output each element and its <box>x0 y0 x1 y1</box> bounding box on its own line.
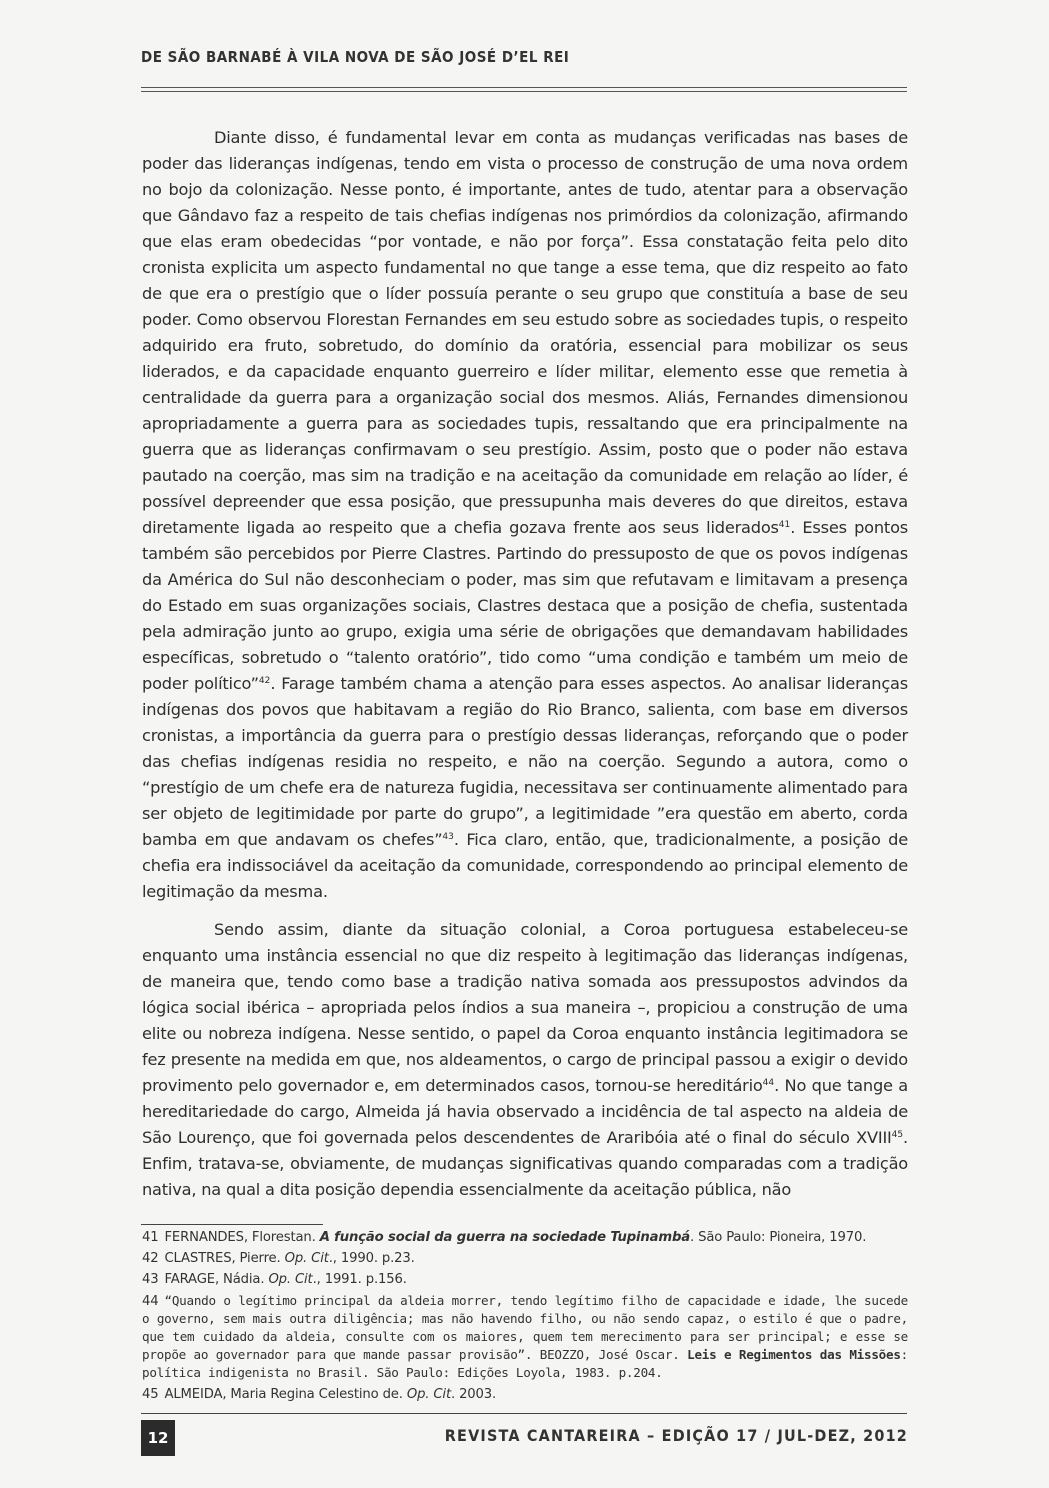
footnote-ref[interactable]: 43 <box>442 832 454 842</box>
footnote-number: 41 <box>142 1230 159 1245</box>
footnote-41 <box>142 1229 908 1246</box>
article-body <box>142 125 908 1203</box>
footnote-45 <box>142 1386 908 1403</box>
paragraph-text: . Enfim, tratava-se, obviamente, de mudanças significativas quando comparadas com a tradição nativa, na qual a dita posição dependia essencialmente da aceitação pública, não <box>142 1128 908 1199</box>
page-number: 12 <box>141 1420 175 1456</box>
header-rule-top <box>141 87 907 88</box>
footnote-text: . São Paulo: Pioneira, 1970. <box>690 1230 867 1245</box>
footnote-text: “Quando o legítimo principal da aldeia morrer, tendo legítimo filho de capacidade e idade, lhe sucede o governo, sem mais outra diligência; mas não havendo filho, ou não sendo capaz, o estilo é que o padre, que tem cuidado da aldeia, consulte com os maiores, quem tem merecimento para ser principal; e esse se propõe ao governador para que mande passar provisão”. BEOZZO, José Oscar. <box>142 1293 908 1362</box>
paragraph-text: . Fica claro, então, que, tradicionalmente, a posição de chefia era indissociável da aceitação da comunidade, correspondendo ao principal elemento de legitimação da mesma. <box>142 830 909 901</box>
footnote-ref[interactable]: 41 <box>778 520 791 530</box>
footnote-44 <box>142 1292 908 1382</box>
footnote-number: 42 <box>142 1251 159 1266</box>
footnote-title: A função social da guerra na sociedade Tupinambá <box>319 1230 691 1245</box>
running-head: DE SÃO BARNABÉ À VILA NOVA DE SÃO JOSÉ D’EL REI <box>141 48 570 66</box>
paragraph <box>142 917 908 1203</box>
footnotes <box>142 1229 908 1407</box>
footnote-43 <box>142 1271 908 1288</box>
footnote-title: Leis e Regimentos das Missões <box>687 1347 901 1362</box>
footnote-42 <box>142 1250 908 1267</box>
footnote-ref[interactable]: 45 <box>891 1130 904 1140</box>
paragraph-text: . No que tange a hereditariedade do cargo, Almeida já havia observado a incidência de tal aspecto na aldeia de São Lourenço, que foi governada pelos descendentes de Araribóia até o final do século XVIII <box>142 1076 908 1147</box>
journal-footer: REVISTA CANTAREIRA – EDIÇÃO 17 / JUL-DEZ, 2012 <box>444 1426 908 1445</box>
footnote-text: . 2003. <box>450 1387 497 1402</box>
footnote-author: CLASTRES, Pierre. <box>164 1251 285 1266</box>
footnote-rule <box>141 1224 323 1225</box>
footnote-number: 44 <box>142 1294 159 1309</box>
footnote-author: FARAGE, Nádia. <box>164 1272 269 1287</box>
footnote-title: Op. Cit <box>406 1387 451 1402</box>
footnote-number: 45 <box>142 1387 159 1402</box>
footnote-title: Op. Cit <box>268 1272 313 1287</box>
paragraph-text: Sendo assim, diante da situação colonial, a Coroa portuguesa estabeleceu-se enquanto uma instância essencial no que diz respeito à legitimação das lideranças indígenas, de maneira que, tendo como base a tradição nativa somada aos pressupostos advindos da lógica social ibérica – apropriada pelos índios a sua maneira –, propiciou a construção de uma elite ou nobreza indígena. Nesse sentido, o papel da Coroa enquanto instância legitimadora se fez presente na medida em que, nos aldeamentos, o cargo de principal passou a exigir o devido provimento pelo governador e, em determinados casos, tornou-se hereditário <box>142 920 908 1095</box>
paragraph-text: Diante disso, é fundamental levar em conta as mudanças verificadas nas bases de poder das lideranças indígenas, tendo em vista o processo de construção de uma nova ordem no bojo da colonização. Nesse ponto, é importante, antes de tudo, atentar para a observação que Gândavo faz a respeito de tais chefias indígenas nos primórdios da colonização, afirmando que elas eram obedecidas “por vontade, e não por força”. Essa constatação feita pelo dito cronista explicita um aspecto fundamental no que tange a esse tema, que diz respeito ao fato de que era o prestígio que o líder possuía perante o seu grupo que constituía a base de seu poder. Como observou Florestan Fernandes em seu estudo sobre as sociedades tupis, o respeito adquirido era fruto, sobretudo, do domínio da oratória, essencial para mobilizar os seus liderados, e da capacidade enquanto guerreiro e líder militar, elemento esse que remetia à centralidade da guerra para a organização social dos mesmos. Aliás, Fernandes dimensionou apropriadamente a guerra para as sociedades tupis, ressaltando que era principalmente na guerra que as lideranças confirmavam o seu prestígio. Assim, posto que o poder não estava pautado na coerção, mas sim na tradição e na aceitação da comunidade em relação ao líder, é possível depreender que essa posição, que pressupunha mais deveres do que direitos, estava diretamente ligada ao respeito que a chefia gozava frente aos seus liderados <box>142 128 908 537</box>
footnote-ref[interactable]: 42 <box>258 676 271 686</box>
footnote-text: ., 1991. p.156. <box>312 1272 407 1287</box>
footnote-author: ALMEIDA, Maria Regina Celestino de. <box>164 1387 407 1402</box>
paragraph <box>142 125 908 905</box>
footnote-number: 43 <box>142 1272 159 1287</box>
paragraph-text: . Esses pontos também são percebidos por Pierre Clastres. Partindo do pressuposto de que os povos indígenas da América do Sul não desconheciam o poder, mas sim que refutavam e limitavam a presença do Estado em suas organizações sociais, Clastres destaca que a posição de chefia, sustentada pela admiração junto ao grupo, exigia uma série de obrigações que demandavam habilidades específicas, sobretudo o “talento oratório”, tido como “uma condição e também um meio de poder político” <box>142 518 909 693</box>
footnote-ref[interactable]: 44 <box>762 1078 775 1088</box>
footnote-text: : política indigenista no Brasil. São Paulo: Edições Loyola, 1983. p.204. <box>142 1347 909 1380</box>
footnote-text: ., 1990. p.23. <box>328 1251 415 1266</box>
header-rule-bottom <box>141 91 907 92</box>
paragraph-text: . Farage também chama a atenção para esses aspectos. Ao analisar lideranças indígenas dos povos que habitavam a região do Rio Branco, salienta, com base em diversos cronistas, a importância da guerra para o prestígio dessas lideranças, reforçando que o poder das chefias indígenas residia no respeito, e não na coerção. Segundo a autora, como o “prestígio de um chefe era de natureza fugidia, necessitava ser continuamente alimentado para ser objeto de legitimidade por parte do grupo”, a legitimidade ”era questão em aberto, corda bamba em que andavam os chefes” <box>142 674 908 849</box>
footnote-title: Op. Cit <box>284 1251 329 1266</box>
footnote-author: FERNANDES, Florestan. <box>164 1230 320 1245</box>
footer-rule <box>141 1413 907 1414</box>
